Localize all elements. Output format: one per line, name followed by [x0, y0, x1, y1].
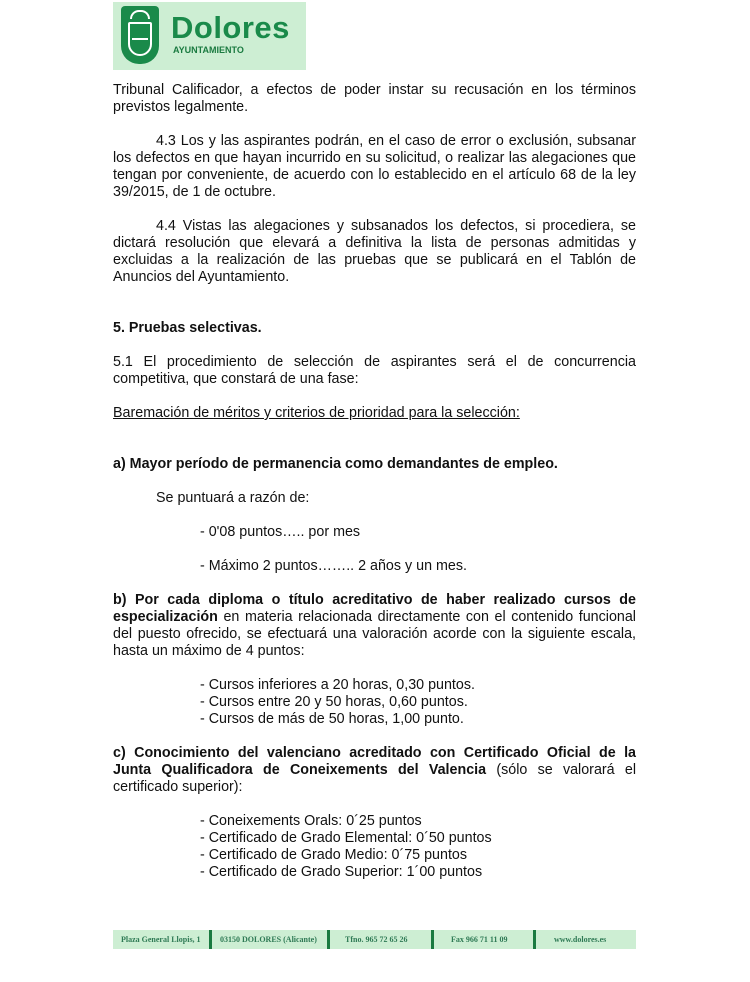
criterion-b-text: en materia relacionada directamente con el contenido funcional del puesto ofrecido, se efectuará una valoración acorde con la siguiente escala, hasta un máximo de 4 puntos:	[113, 609, 636, 659]
criterion-b-paragraph	[113, 592, 636, 660]
criterion-b-item: - Cursos entre 20 y 50 horas, 0,60 puntos.	[200, 694, 468, 710]
paragraph-tribunal: Tribunal Calificador, a efectos de poder instar su recusación en los términos previstos legalmente.	[113, 82, 636, 115]
criterion-a-item: - 0'08 puntos….. por mes	[200, 524, 361, 540]
criterion-b-bold: b) Por cada diploma o título acreditativo de haber realizado cursos de especialización	[113, 592, 636, 625]
criterion-c-text: (sólo se valorará el certificado superior):	[113, 762, 636, 795]
criterion-c-item: - Coneixements Orals: 0´25 puntos	[200, 813, 422, 829]
criterion-c-item: - Certificado de Grado Medio: 0´75 puntos	[200, 847, 468, 863]
criterion-b-item: - Cursos de más de 50 horas, 1,00 punto.	[200, 711, 464, 727]
criterion-c-item: - Certificado de Grado Elemental: 0´50 puntos	[200, 830, 492, 846]
coat-of-arms-icon	[121, 6, 159, 64]
footer-divider	[533, 930, 536, 949]
logo-name: Dolores	[171, 10, 290, 45]
logo-subtitle: AYUNTAMIENTO	[173, 45, 244, 55]
paragraph-4-4: 4.4 Vistas las alegaciones y subsanados los defectos, si procediera, se dictará resolución que elevará a definitiva la lista de personas admitidas y excluidas a la realización de las pruebas que se publicará en el Tablón de Anuncios del Ayuntamiento.	[113, 218, 636, 285]
footer-divider	[327, 930, 330, 949]
footer-phone: Tfno. 965 72 65 26	[345, 935, 408, 944]
criterion-c-item: - Certificado de Grado Superior: 1´00 puntos	[200, 864, 483, 880]
criterion-c-paragraph	[113, 745, 636, 796]
criterion-c-bold: c) Conocimiento del valenciano acreditado con Certificado Oficial de la Junta Qualificadora de Coneixements del Valencia	[113, 745, 636, 778]
criterion-a-intro: Se puntuará a razón de:	[156, 490, 310, 506]
footer-fax: Fax 966 71 11 09	[451, 935, 508, 944]
criterion-a-item: - Máximo 2 puntos…….. 2 años y un mes.	[200, 558, 467, 574]
criterion-a-title: a) Mayor período de permanencia como demandantes de empleo.	[113, 456, 558, 472]
criterion-b-item: - Cursos inferiores a 20 horas, 0,30 puntos.	[200, 677, 475, 693]
paragraph-5-1: 5.1 El procedimiento de selección de aspirantes será el de concurrencia competitiva, que constará de una fase:	[113, 354, 636, 387]
ayuntamiento-logo	[113, 2, 306, 70]
document-body	[113, 82, 636, 881]
footer-address: Plaza General Llopis, 1	[121, 935, 201, 944]
paragraph-4-3: 4.3 Los y las aspirantes podrán, en el caso de error o exclusión, subsanar los defectos en que hayan incurrido en su solicitud, o realizar las alegaciones que tengan por conveniente, de acuerdo con lo establecido en el artículo 68 de la ley 39/2015, de 1 de octubre.	[113, 133, 636, 200]
footer-contact-bar	[113, 930, 636, 949]
section-heading-5: 5. Pruebas selectivas.	[113, 320, 262, 336]
footer-web: www.dolores.es	[554, 935, 607, 944]
footer-divider	[431, 930, 434, 949]
footer-city: 03150 DOLORES (Alicante)	[220, 935, 317, 944]
baremacion-heading: Baremación de méritos y criterios de prioridad para la selección:	[113, 405, 520, 421]
footer-divider	[209, 930, 212, 949]
